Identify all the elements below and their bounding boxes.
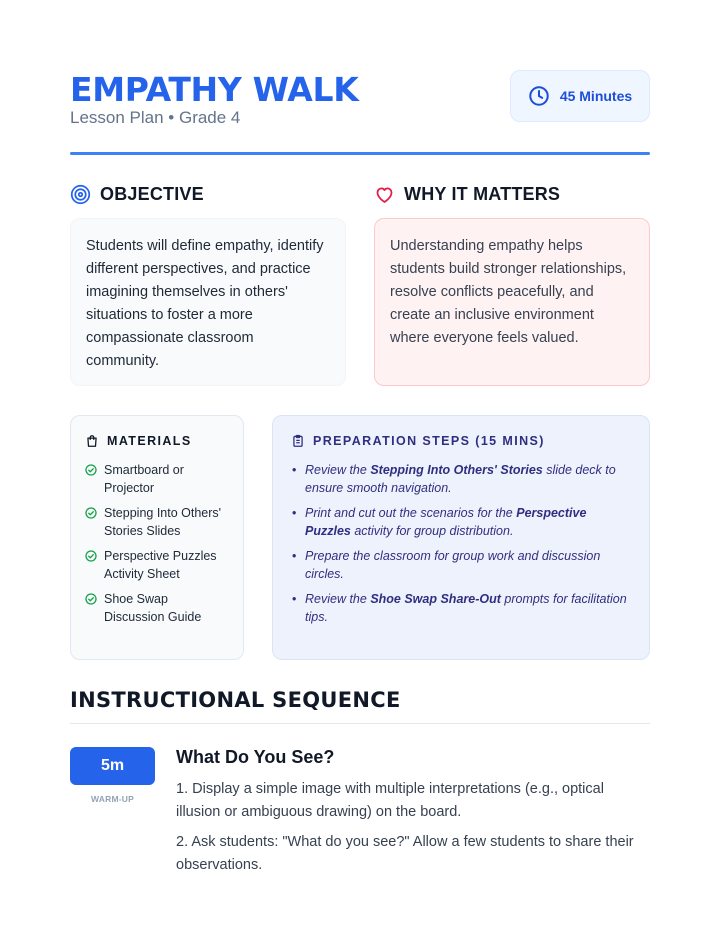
clipboard-icon [291, 434, 305, 448]
why-text: Understanding empathy helps students build stronger relationships, resolve conflicts peacefully, and create an inclusive environment where everyone feels valued. [390, 238, 627, 346]
material-item-label: Smartboard or Projector [104, 463, 184, 495]
header-divider [70, 152, 650, 155]
material-item-label: Stepping Into Others' Stories Slides [104, 506, 222, 538]
objective-heading-label: OBJECTIVE [100, 184, 204, 204]
lesson-plan-page [70, 0, 650, 932]
check-circle-icon [85, 507, 97, 519]
why-heading [374, 184, 560, 205]
clock-icon [528, 85, 550, 107]
material-item-label: Shoe Swap Discussion Guide [104, 592, 202, 624]
preparation-card [272, 415, 650, 660]
why-card [374, 218, 650, 386]
check-circle-icon [85, 464, 97, 476]
preparation-list [291, 461, 631, 626]
material-item [85, 547, 229, 583]
material-item [85, 504, 229, 540]
duration-badge [510, 70, 650, 122]
preparation-step: • Print and cut out the scenarios for the Perspective Puzzles activity for group distribution. [291, 504, 631, 540]
step-phase-label: WARM-UP [91, 794, 134, 804]
preparation-step: • Prepare the classroom for group work and discussion circles. [291, 547, 631, 583]
step-time-badge: 5m [70, 747, 155, 785]
objective-heading [70, 184, 204, 205]
sequence-heading: INSTRUCTIONAL SEQUENCE [70, 688, 401, 712]
materials-list [85, 461, 229, 626]
preparation-heading-label: PREPARATION STEPS (15 MINS) [313, 434, 545, 448]
preparation-step: • Review the Shoe Swap Share-Out prompts for facilitation tips. [291, 590, 631, 626]
material-item [85, 590, 229, 626]
objective-card [70, 218, 346, 386]
check-circle-icon [85, 550, 97, 562]
step-title: What Do You See? [176, 747, 335, 767]
material-item-label: Perspective Puzzles Activity Sheet [104, 549, 217, 581]
duration-label: 45 Minutes [559, 88, 633, 104]
check-circle-icon [85, 593, 97, 605]
preparation-step: • Review the Stepping Into Others' Stories slide deck to ensure smooth navigation. [291, 461, 631, 497]
materials-heading [85, 434, 229, 448]
page-title: EMPATHY WALK [70, 70, 359, 109]
objective-text: Students will define empathy, identify different perspectives, and practice imagining themselves in others' situations to foster a more compassionate classroom community. [86, 238, 324, 369]
preparation-heading [291, 434, 631, 448]
material-item [85, 461, 229, 497]
materials-heading-label: MATERIALS [107, 434, 192, 448]
materials-card [70, 415, 244, 660]
why-heading-label: WHY IT MATTERS [404, 184, 561, 204]
sequence-divider [70, 723, 650, 724]
step-instruction: 1. Display a simple image with multiple interpretations (e.g., optical illusion or ambiguous drawing) on the board. [176, 781, 604, 820]
shopping-bag-icon [85, 434, 99, 448]
step-instruction: 2. Ask students: "What do you see?" Allow a few students to share their observations. [176, 834, 634, 873]
target-icon [70, 184, 91, 205]
heart-icon [374, 184, 395, 205]
page-subtitle: Lesson Plan • Grade 4 [70, 108, 241, 127]
